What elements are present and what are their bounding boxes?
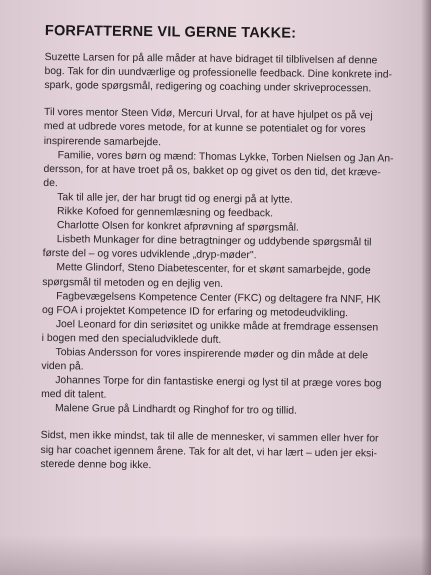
text-line: med dit talent. (41, 389, 107, 401)
text-line: i bogen med den specialudviklede duft. (41, 332, 222, 346)
paragraph (40, 429, 390, 475)
text-line: Til vores mentor Steen Vidø, Mercuri Urval, for at have hjulpet os på vej (44, 107, 373, 122)
text-line: Fagbevægelsens Kompetence Center (FKC) og deltagere fra NNF, HK (56, 290, 381, 306)
text-line: Mette Glindorf, Steno Diabetescenter, for et skønt samarbejde, gode (56, 262, 371, 277)
page-bottom-shadow (0, 535, 431, 575)
text-line: og FOA i projektet Kompetence ID for erfaring og metodeudvikling. (41, 304, 349, 319)
text-line: Joel Leonard for din seriøsitet og unikke måde at fremdrage essensen (55, 318, 379, 334)
page-edge-shadow (421, 0, 431, 575)
text-line: Rikke Kofoed for gennemlæsning og feedback. (56, 206, 274, 220)
paragraph (41, 374, 391, 406)
text-line: sig har coachet igennem årene. Tak for alt det, vi har lært – uden jer eksi- (40, 444, 378, 460)
text-line: med at udbrede vores metode, for at kunne se potentialet og for vores (43, 121, 366, 136)
text-line: Tak til alle jer, der har brugt tid og energi på at lytte. (57, 192, 293, 206)
text-line: Suzette Larsen for på alle måder at have bidraget til tilblivelsen af denne (44, 52, 378, 67)
paragraph (43, 233, 393, 265)
text-line: de. (43, 177, 58, 189)
text-line: spark, gode spørgsmål, redigering og coaching under skriveprocessen. (44, 80, 372, 95)
text-line: bog. Tak for din uundværlige og professionelle feedback. Dine konkrete ind- (44, 66, 393, 81)
text-line: dersson, for at have troet på os, bakket op og givet os den tid, det kræve- (43, 163, 381, 179)
text-line: inspirerende samarbejde. (43, 135, 162, 148)
paragraph (42, 290, 392, 322)
text-line: første del – og vores udviklende „dryp-møder". (42, 248, 257, 262)
text-line: Lisbeth Munkager for dine betragtninger og uddybende spørgsmål til (56, 234, 372, 249)
paragraph (44, 51, 394, 97)
text-line: spørgsmål til metoden og en dejlig ven. (42, 276, 224, 290)
paragraph (42, 318, 392, 350)
text-line: viden på. (41, 361, 84, 373)
paragraph (44, 106, 394, 152)
text-line: Charlotte Olsen for konkret afprøvning af spørgsmål. (56, 220, 299, 234)
acknowledgements-body (40, 51, 394, 475)
text-line: Sidst, men ikke mindst, tak til alle de mennesker, vi sammen eller hver for (40, 430, 379, 445)
text-line: sterede denne bog ikke. (40, 458, 152, 471)
paragraph (41, 346, 391, 378)
page-title: FORFATTERNE VIL GERNE TAKKE: (44, 23, 297, 42)
paragraph (42, 261, 392, 293)
text-line: Johannes Torpe for din fantastiske energi og lyst til at præge vores bog (55, 375, 382, 390)
page-content (40, 24, 395, 475)
text-line: Malene Grue på Lindhardt og Ringhof for tro og tillid. (54, 403, 298, 418)
text-line: Familie, vores børn og mænd: Thomas Lykke, Torben Nielsen og Jan An- (57, 149, 394, 165)
text-line: Tobias Andersson for vores inspirerende møder og din måde at dele (55, 347, 369, 362)
paragraph (43, 149, 393, 195)
